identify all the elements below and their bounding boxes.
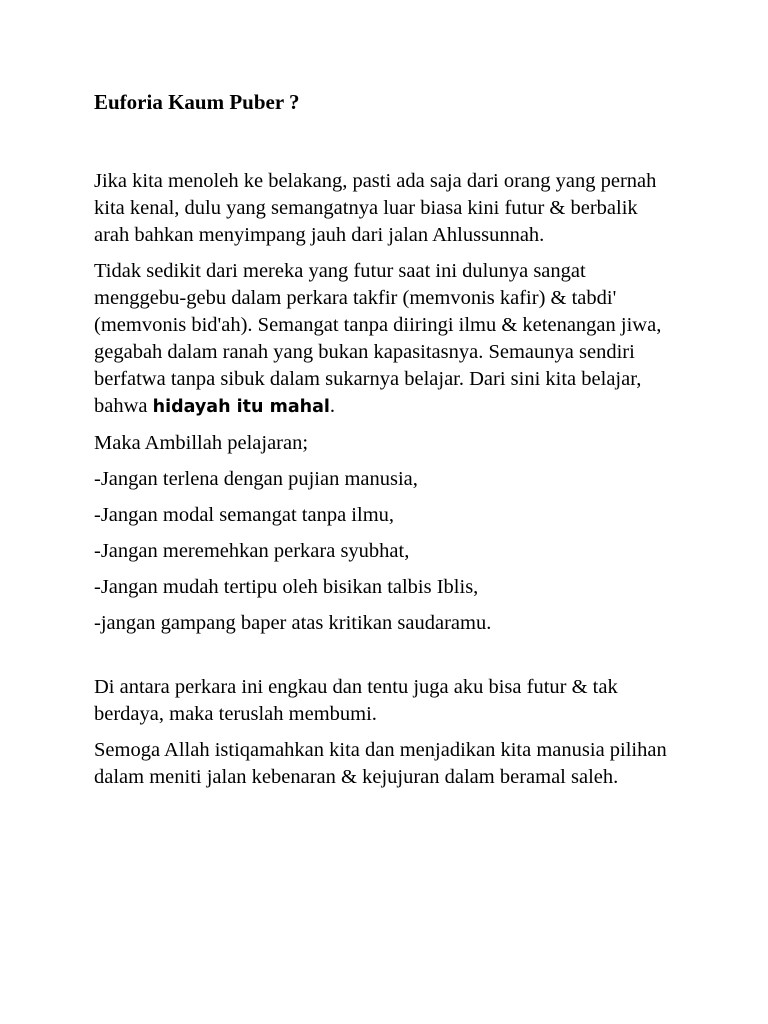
document-title: Euforia Kaum Puber ? [94,90,300,114]
paragraph-futur [94,258,674,421]
list-item: -Jangan mudah tertipu oleh bisikan talbis Iblis, [94,576,479,598]
list-item: -jangan gampang baper atas kritikan saudaramu. [94,612,492,634]
emphasis-hidayah: hidayah itu mahal [152,397,330,417]
list-item: -Jangan meremehkan perkara syubhat, [94,540,410,562]
paragraph-reflection: Di antara perkara ini engkau dan tentu juga aku bisa futur & tak berdaya, maka teruslah membumi. [94,676,618,725]
paragraph-futur-end: . [329,395,336,417]
paragraph-intro: Jika kita menoleh ke belakang, pasti ada saja dari orang yang pernah kita kenal, dulu yang semangatnya luar biasa kini futur & berbalik arah bahkan menyimpang jauh dari jalan Ahlussunnah. [94,170,657,246]
document-page [94,88,674,791]
paragraph-prayer: Semoga Allah istiqamahkan kita dan menjadikan kita manusia pilihan dalam meniti jalan kebenaran & kejujuran dalam beramal saleh. [94,739,667,788]
paragraph-futur-text: Tidak sedikit dari mereka yang futur saat ini dulunya sangat menggebu-gebu dalam perkara takfir (memvonis kafir) & tabdi' (memvonis bid'ah). Semangat tanpa diiringi ilmu & ketenangan jiwa, gegabah dalam ranah yang bukan kapasitasnya. Semaunya sendiri berfatwa tanpa sibuk dalam sukarnya belajar. Dari sini kita belajar, bahwa [94,260,662,417]
list-item: -Jangan modal semangat tanpa ilmu, [94,504,395,526]
lesson-lead: Maka Ambillah pelajaran; [94,432,309,454]
list-item: -Jangan terlena dengan pujian manusia, [94,468,418,490]
